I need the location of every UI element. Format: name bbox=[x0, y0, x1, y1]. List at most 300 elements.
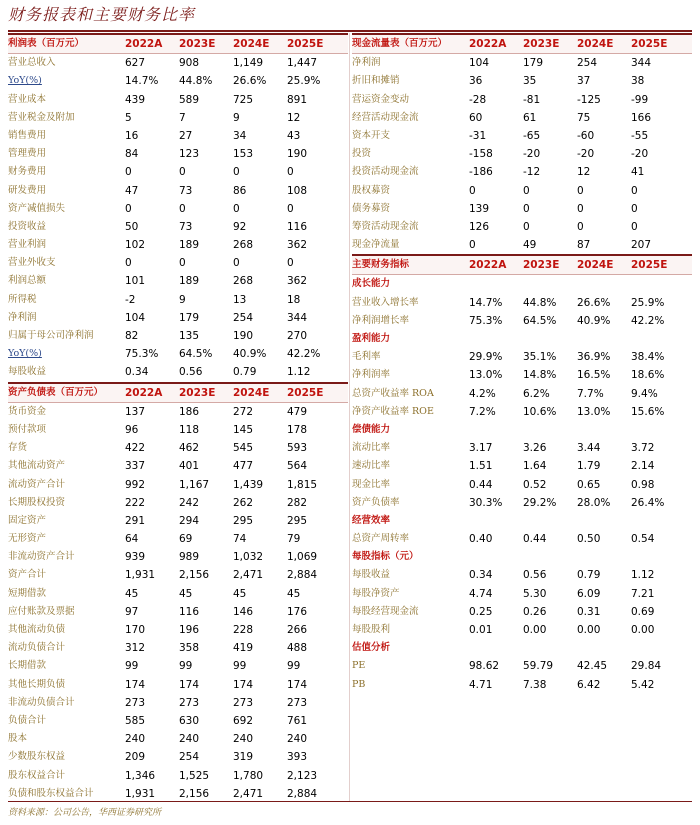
value-cell: -99 bbox=[631, 93, 649, 106]
value-cell bbox=[629, 421, 683, 439]
value-cell: 0 bbox=[469, 184, 476, 197]
value-cell: 0.56 bbox=[179, 366, 203, 379]
value-cell: 0 bbox=[577, 184, 584, 197]
value-cell: 104 bbox=[469, 57, 490, 70]
value-cell: 272 bbox=[233, 405, 254, 418]
value-cell: 344 bbox=[631, 57, 652, 70]
value-cell: 589 bbox=[179, 93, 200, 106]
value-cell: -55 bbox=[631, 129, 649, 142]
value-cell bbox=[521, 748, 575, 766]
footer-rule bbox=[8, 801, 692, 802]
row-label: 盈利能力 bbox=[352, 333, 391, 344]
value-cell: 12 bbox=[287, 111, 301, 124]
value-cell: 139 bbox=[469, 202, 490, 215]
value-cell: 262 bbox=[233, 496, 254, 509]
year-header: 2023E bbox=[179, 386, 216, 399]
value-cell: 40.9% bbox=[233, 348, 267, 361]
value-cell: 123 bbox=[179, 148, 200, 161]
value-cell: 102 bbox=[125, 239, 146, 252]
row-label: 经营活动现金流 bbox=[352, 111, 419, 123]
table-row bbox=[352, 712, 692, 730]
value-cell: -20 bbox=[523, 148, 541, 161]
value-cell: 170 bbox=[125, 624, 146, 636]
value-cell: 273 bbox=[125, 696, 146, 709]
value-cell: 0.54 bbox=[631, 533, 655, 546]
value-cell: 0 bbox=[125, 202, 132, 215]
value-cell: 319 bbox=[233, 751, 254, 764]
row-label: 净利润增长率 bbox=[352, 314, 410, 326]
row-label: 债务募资 bbox=[352, 202, 391, 214]
value-cell: 9.4% bbox=[631, 387, 658, 400]
value-cell: 108 bbox=[287, 184, 308, 197]
value-cell: 545 bbox=[233, 442, 254, 455]
value-cell: 60 bbox=[469, 111, 483, 124]
value-cell: 29.2% bbox=[523, 496, 557, 509]
value-cell: 2,471 bbox=[233, 787, 264, 800]
value-cell: 101 bbox=[125, 275, 146, 288]
table-row bbox=[8, 72, 348, 90]
row-label: 利润表（百万元） bbox=[8, 38, 85, 49]
value-cell bbox=[467, 767, 521, 785]
row-label: 无形资产 bbox=[8, 533, 47, 545]
value-cell: 1,931 bbox=[125, 569, 156, 582]
value-cell: 9 bbox=[233, 111, 240, 124]
value-cell: 0.00 bbox=[577, 624, 601, 636]
table-row bbox=[352, 621, 692, 639]
table-row bbox=[352, 366, 692, 384]
value-cell: 240 bbox=[233, 733, 254, 746]
value-cell bbox=[467, 548, 521, 566]
row-label: 现金比率 bbox=[352, 478, 391, 490]
value-cell: 2.14 bbox=[631, 460, 655, 473]
table-row bbox=[352, 145, 692, 163]
value-cell: 42.45 bbox=[577, 660, 608, 673]
value-cell: 692 bbox=[233, 714, 254, 727]
value-cell: 1,149 bbox=[233, 57, 264, 70]
value-cell bbox=[629, 330, 683, 348]
value-cell bbox=[467, 712, 521, 730]
row-label: 偿债能力 bbox=[352, 423, 391, 435]
value-cell bbox=[575, 694, 629, 712]
value-cell: 97 bbox=[125, 605, 139, 618]
value-cell: 1.79 bbox=[577, 460, 601, 473]
row-label: 存货 bbox=[8, 442, 28, 454]
value-cell: 36.9% bbox=[577, 351, 611, 364]
right-tables bbox=[352, 33, 692, 803]
value-cell: 37 bbox=[577, 75, 591, 88]
value-cell: 38.4% bbox=[631, 351, 665, 364]
value-cell: 4.74 bbox=[469, 587, 493, 600]
value-cell: 16 bbox=[125, 129, 139, 142]
row-label: 股本 bbox=[8, 733, 28, 745]
value-cell: 989 bbox=[179, 551, 200, 564]
value-cell: 96 bbox=[125, 423, 139, 436]
table-row bbox=[352, 385, 692, 403]
year-header: 2025E bbox=[287, 38, 324, 50]
table-row bbox=[352, 676, 692, 694]
value-cell: 84 bbox=[125, 148, 139, 161]
row-label: 速动比率 bbox=[352, 460, 391, 472]
row-label: 短期借款 bbox=[8, 587, 47, 599]
table-row bbox=[8, 145, 348, 163]
value-cell: 174 bbox=[233, 678, 254, 691]
value-cell: 585 bbox=[125, 714, 146, 727]
value-cell: -65 bbox=[523, 129, 541, 142]
value-cell: 99 bbox=[287, 660, 301, 673]
table-row bbox=[8, 272, 348, 290]
year-header: 2024E bbox=[577, 259, 614, 272]
value-cell bbox=[467, 694, 521, 712]
row-label: 预付款项 bbox=[8, 423, 47, 435]
table-row bbox=[352, 603, 692, 621]
value-cell: 45 bbox=[179, 587, 193, 600]
table-row bbox=[352, 439, 692, 457]
value-cell: -20 bbox=[577, 148, 595, 161]
value-cell bbox=[575, 330, 629, 348]
value-cell: 362 bbox=[287, 275, 308, 288]
value-cell: 1,780 bbox=[233, 769, 264, 782]
value-cell: 45 bbox=[233, 587, 247, 600]
value-cell bbox=[575, 748, 629, 766]
row-label: 少数股东权益 bbox=[8, 751, 66, 763]
value-cell bbox=[575, 730, 629, 748]
value-cell: 419 bbox=[233, 642, 254, 655]
row-label bbox=[352, 748, 467, 766]
table-row bbox=[8, 676, 348, 694]
row-label: 营业外收支 bbox=[8, 257, 56, 269]
value-cell bbox=[521, 275, 575, 293]
value-cell: 1.51 bbox=[469, 460, 493, 473]
table-row bbox=[8, 730, 348, 748]
value-cell: 908 bbox=[179, 57, 200, 70]
value-cell: 0.34 bbox=[125, 366, 149, 379]
row-label: 研发费用 bbox=[8, 184, 47, 196]
value-cell: 0.25 bbox=[469, 605, 493, 618]
table-row bbox=[8, 694, 348, 712]
table-row bbox=[352, 163, 692, 181]
row-label: 投资收益 bbox=[8, 220, 47, 232]
value-cell: 98.62 bbox=[469, 660, 500, 673]
value-cell: 282 bbox=[287, 496, 308, 509]
value-cell: 14.8% bbox=[523, 369, 557, 382]
value-cell: 7.38 bbox=[523, 678, 547, 691]
table-row bbox=[8, 200, 348, 218]
value-cell: 725 bbox=[233, 93, 254, 106]
section-row bbox=[352, 639, 692, 657]
value-cell: 5.30 bbox=[523, 587, 547, 600]
value-cell: 0 bbox=[523, 202, 530, 215]
value-cell: 35 bbox=[523, 75, 537, 88]
value-cell: 73 bbox=[179, 220, 193, 233]
value-cell: 45 bbox=[287, 587, 301, 600]
value-cell: 992 bbox=[125, 478, 146, 491]
value-cell: 0.34 bbox=[469, 569, 493, 582]
table-row bbox=[352, 127, 692, 145]
value-cell: 3.17 bbox=[469, 442, 493, 455]
row-label bbox=[352, 767, 467, 785]
row-label: 估值分析 bbox=[352, 642, 391, 654]
value-cell: 4.2% bbox=[469, 387, 496, 400]
value-cell: 28.0% bbox=[577, 496, 611, 509]
table-row bbox=[352, 218, 692, 236]
value-cell: 3.72 bbox=[631, 442, 655, 455]
year-header: 2025E bbox=[631, 38, 668, 50]
row-label: YoY(%) bbox=[8, 348, 42, 360]
value-cell: 166 bbox=[631, 111, 652, 124]
row-label: 归属于母公司净利润 bbox=[8, 330, 94, 341]
row-label: 长期借款 bbox=[8, 660, 47, 672]
row-label: 现金净流量 bbox=[352, 239, 400, 251]
table-row bbox=[8, 494, 348, 512]
table-row bbox=[8, 530, 348, 548]
row-label: 经营效率 bbox=[352, 514, 391, 526]
row-label: 固定资产 bbox=[8, 514, 47, 526]
value-cell: 2,884 bbox=[287, 569, 318, 582]
table-row bbox=[352, 566, 692, 584]
value-cell: 0.98 bbox=[631, 478, 655, 491]
value-cell: 0.52 bbox=[523, 478, 547, 491]
value-cell: 153 bbox=[233, 148, 254, 161]
section-row bbox=[352, 275, 692, 293]
value-cell: 2,884 bbox=[287, 787, 318, 800]
row-label: 其他流动负债 bbox=[8, 624, 66, 635]
column-divider bbox=[349, 33, 350, 801]
value-cell: 13.0% bbox=[469, 369, 503, 382]
value-cell: 25.9% bbox=[287, 75, 321, 88]
value-cell: 118 bbox=[179, 423, 200, 436]
table-row bbox=[352, 530, 692, 548]
value-cell: 0.65 bbox=[577, 478, 601, 491]
value-cell: 14.7% bbox=[125, 75, 159, 88]
value-cell: 75.3% bbox=[125, 348, 159, 361]
row-label: 资产负债表（百万元） bbox=[8, 386, 104, 398]
table-row bbox=[8, 657, 348, 675]
year-header: 2025E bbox=[287, 386, 324, 399]
value-cell bbox=[629, 512, 683, 530]
year-header: 2025E bbox=[631, 259, 668, 272]
row-label: 管理费用 bbox=[8, 148, 47, 160]
value-cell: 422 bbox=[125, 442, 146, 455]
value-cell: 29.9% bbox=[469, 351, 503, 364]
value-cell: 0 bbox=[125, 166, 132, 179]
table-row bbox=[8, 548, 348, 566]
value-cell: -20 bbox=[631, 148, 649, 161]
row-label: 毛利率 bbox=[352, 351, 381, 363]
year-header: 2024E bbox=[577, 38, 614, 50]
value-cell bbox=[575, 712, 629, 730]
value-cell: 7 bbox=[179, 111, 186, 124]
table-row bbox=[8, 603, 348, 621]
value-cell: 189 bbox=[179, 275, 200, 288]
value-cell: 26.6% bbox=[577, 296, 611, 309]
value-cell bbox=[521, 730, 575, 748]
value-cell: 196 bbox=[179, 624, 200, 636]
value-cell: -60 bbox=[577, 129, 595, 142]
section-row bbox=[352, 421, 692, 439]
value-cell: 6.42 bbox=[577, 678, 601, 691]
value-cell: -12 bbox=[523, 166, 541, 179]
row-label bbox=[352, 730, 467, 748]
row-label: 营业成本 bbox=[8, 93, 47, 105]
row-label: 长期股权投资 bbox=[8, 496, 66, 508]
value-cell: 92 bbox=[233, 220, 247, 233]
value-cell: 69 bbox=[179, 533, 193, 546]
value-cell: 29.84 bbox=[631, 660, 662, 673]
value-cell: 35.1% bbox=[523, 351, 557, 364]
value-cell: 0 bbox=[179, 257, 186, 270]
value-cell: 14.7% bbox=[469, 296, 503, 309]
value-cell: 3.44 bbox=[577, 442, 601, 455]
value-cell: 10.6% bbox=[523, 405, 557, 418]
value-cell: 99 bbox=[125, 660, 139, 673]
row-label: 营运资金变动 bbox=[352, 93, 410, 105]
row-label: 每股股利 bbox=[352, 624, 391, 635]
value-cell: 49 bbox=[523, 239, 537, 252]
value-cell: 82 bbox=[125, 330, 139, 342]
value-cell: 0 bbox=[577, 220, 584, 233]
value-cell: 0.79 bbox=[577, 569, 601, 582]
table-row bbox=[8, 345, 348, 363]
value-cell: -28 bbox=[469, 93, 487, 106]
value-cell: 0.56 bbox=[523, 569, 547, 582]
value-cell: 240 bbox=[179, 733, 200, 746]
value-cell: 6.09 bbox=[577, 587, 601, 600]
table-row bbox=[352, 403, 692, 421]
value-cell: 207 bbox=[631, 239, 652, 252]
value-cell: 12 bbox=[577, 166, 591, 179]
value-cell: 137 bbox=[125, 405, 146, 418]
value-cell: -186 bbox=[469, 166, 493, 179]
value-cell bbox=[521, 712, 575, 730]
value-cell bbox=[629, 275, 683, 293]
value-cell bbox=[575, 275, 629, 293]
row-label: 资产减值损失 bbox=[8, 202, 66, 214]
value-cell: 190 bbox=[233, 330, 254, 342]
value-cell: 462 bbox=[179, 442, 200, 455]
value-cell: 0.79 bbox=[233, 366, 257, 379]
value-cell: 99 bbox=[179, 660, 193, 673]
table-row bbox=[352, 748, 692, 766]
value-cell: 479 bbox=[287, 405, 308, 418]
value-cell: 189 bbox=[179, 239, 200, 252]
value-cell: 45 bbox=[125, 587, 139, 600]
value-cell: 0.00 bbox=[631, 624, 655, 636]
table-header-row bbox=[8, 33, 348, 54]
row-label: 非流动资产合计 bbox=[8, 551, 75, 563]
value-cell: 13.0% bbox=[577, 405, 611, 418]
table-row bbox=[8, 291, 348, 309]
value-cell: 27 bbox=[179, 129, 193, 142]
table-row bbox=[352, 457, 692, 475]
value-cell: 0.01 bbox=[469, 624, 493, 636]
row-label: 每股收益 bbox=[8, 366, 47, 378]
value-cell: 0 bbox=[179, 166, 186, 179]
row-label: 其他长期负债 bbox=[8, 678, 66, 690]
value-cell: 42.2% bbox=[631, 314, 665, 327]
value-cell: 146 bbox=[233, 605, 254, 618]
table-header-row bbox=[352, 33, 692, 54]
value-cell: 38 bbox=[631, 75, 645, 88]
value-cell: 254 bbox=[179, 751, 200, 764]
table-header-row bbox=[352, 254, 692, 275]
value-cell: 25.9% bbox=[631, 296, 665, 309]
value-cell: 270 bbox=[287, 330, 308, 342]
value-cell: 337 bbox=[125, 460, 146, 473]
value-cell: 44.8% bbox=[179, 75, 213, 88]
value-cell: 268 bbox=[233, 275, 254, 288]
value-cell bbox=[467, 748, 521, 766]
row-label bbox=[352, 712, 467, 730]
table-row bbox=[352, 585, 692, 603]
section-row bbox=[352, 548, 692, 566]
value-cell: 0 bbox=[523, 184, 530, 197]
table-row bbox=[352, 730, 692, 748]
value-cell: 44.8% bbox=[523, 296, 557, 309]
value-cell: 564 bbox=[287, 460, 308, 473]
value-cell: 3.26 bbox=[523, 442, 547, 455]
value-cell: 99 bbox=[233, 660, 247, 673]
row-label: 筹资活动现金流 bbox=[352, 220, 419, 232]
table-row bbox=[8, 309, 348, 327]
row-label: 负债合计 bbox=[8, 714, 47, 726]
row-label: 财务费用 bbox=[8, 166, 47, 178]
row-label: 非流动负债合计 bbox=[8, 696, 75, 708]
left-tables bbox=[8, 33, 348, 803]
value-cell bbox=[629, 748, 683, 766]
table-row bbox=[8, 712, 348, 730]
value-cell: 26.6% bbox=[233, 75, 267, 88]
value-cell: 630 bbox=[179, 714, 200, 727]
table-row bbox=[8, 182, 348, 200]
value-cell: 1,447 bbox=[287, 57, 318, 70]
row-label: 营业收入增长率 bbox=[352, 296, 419, 308]
value-cell: 242 bbox=[179, 496, 200, 509]
value-cell: 294 bbox=[179, 514, 200, 527]
value-cell: 344 bbox=[287, 311, 308, 324]
value-cell: 266 bbox=[287, 624, 308, 636]
value-cell: -2 bbox=[125, 293, 136, 306]
table-row bbox=[352, 91, 692, 109]
table-row bbox=[352, 494, 692, 512]
table-row bbox=[8, 363, 348, 381]
table-row bbox=[352, 348, 692, 366]
value-cell: 61 bbox=[523, 111, 537, 124]
value-cell: 9 bbox=[179, 293, 186, 306]
value-cell: 477 bbox=[233, 460, 254, 473]
value-cell bbox=[521, 694, 575, 712]
value-cell: 362 bbox=[287, 239, 308, 252]
row-label: 净利润率 bbox=[352, 369, 391, 381]
table-row bbox=[8, 512, 348, 530]
value-cell bbox=[521, 548, 575, 566]
year-header: 2024E bbox=[233, 386, 270, 399]
row-label: 货币资金 bbox=[8, 405, 47, 417]
row-label: 投资 bbox=[352, 148, 372, 160]
table-row bbox=[352, 182, 692, 200]
value-cell: 116 bbox=[287, 220, 308, 233]
value-cell: 209 bbox=[125, 751, 146, 764]
value-cell: 1,167 bbox=[179, 478, 210, 491]
row-label: 应付账款及票据 bbox=[8, 605, 75, 617]
row-label: 总资产收益率 ROA bbox=[352, 387, 434, 399]
table-row bbox=[8, 91, 348, 109]
table-row bbox=[8, 639, 348, 657]
table-row bbox=[352, 294, 692, 312]
value-cell: 50 bbox=[125, 220, 139, 233]
table-row bbox=[8, 767, 348, 785]
value-cell: 174 bbox=[125, 678, 146, 691]
row-label: 营业税金及附加 bbox=[8, 111, 75, 123]
